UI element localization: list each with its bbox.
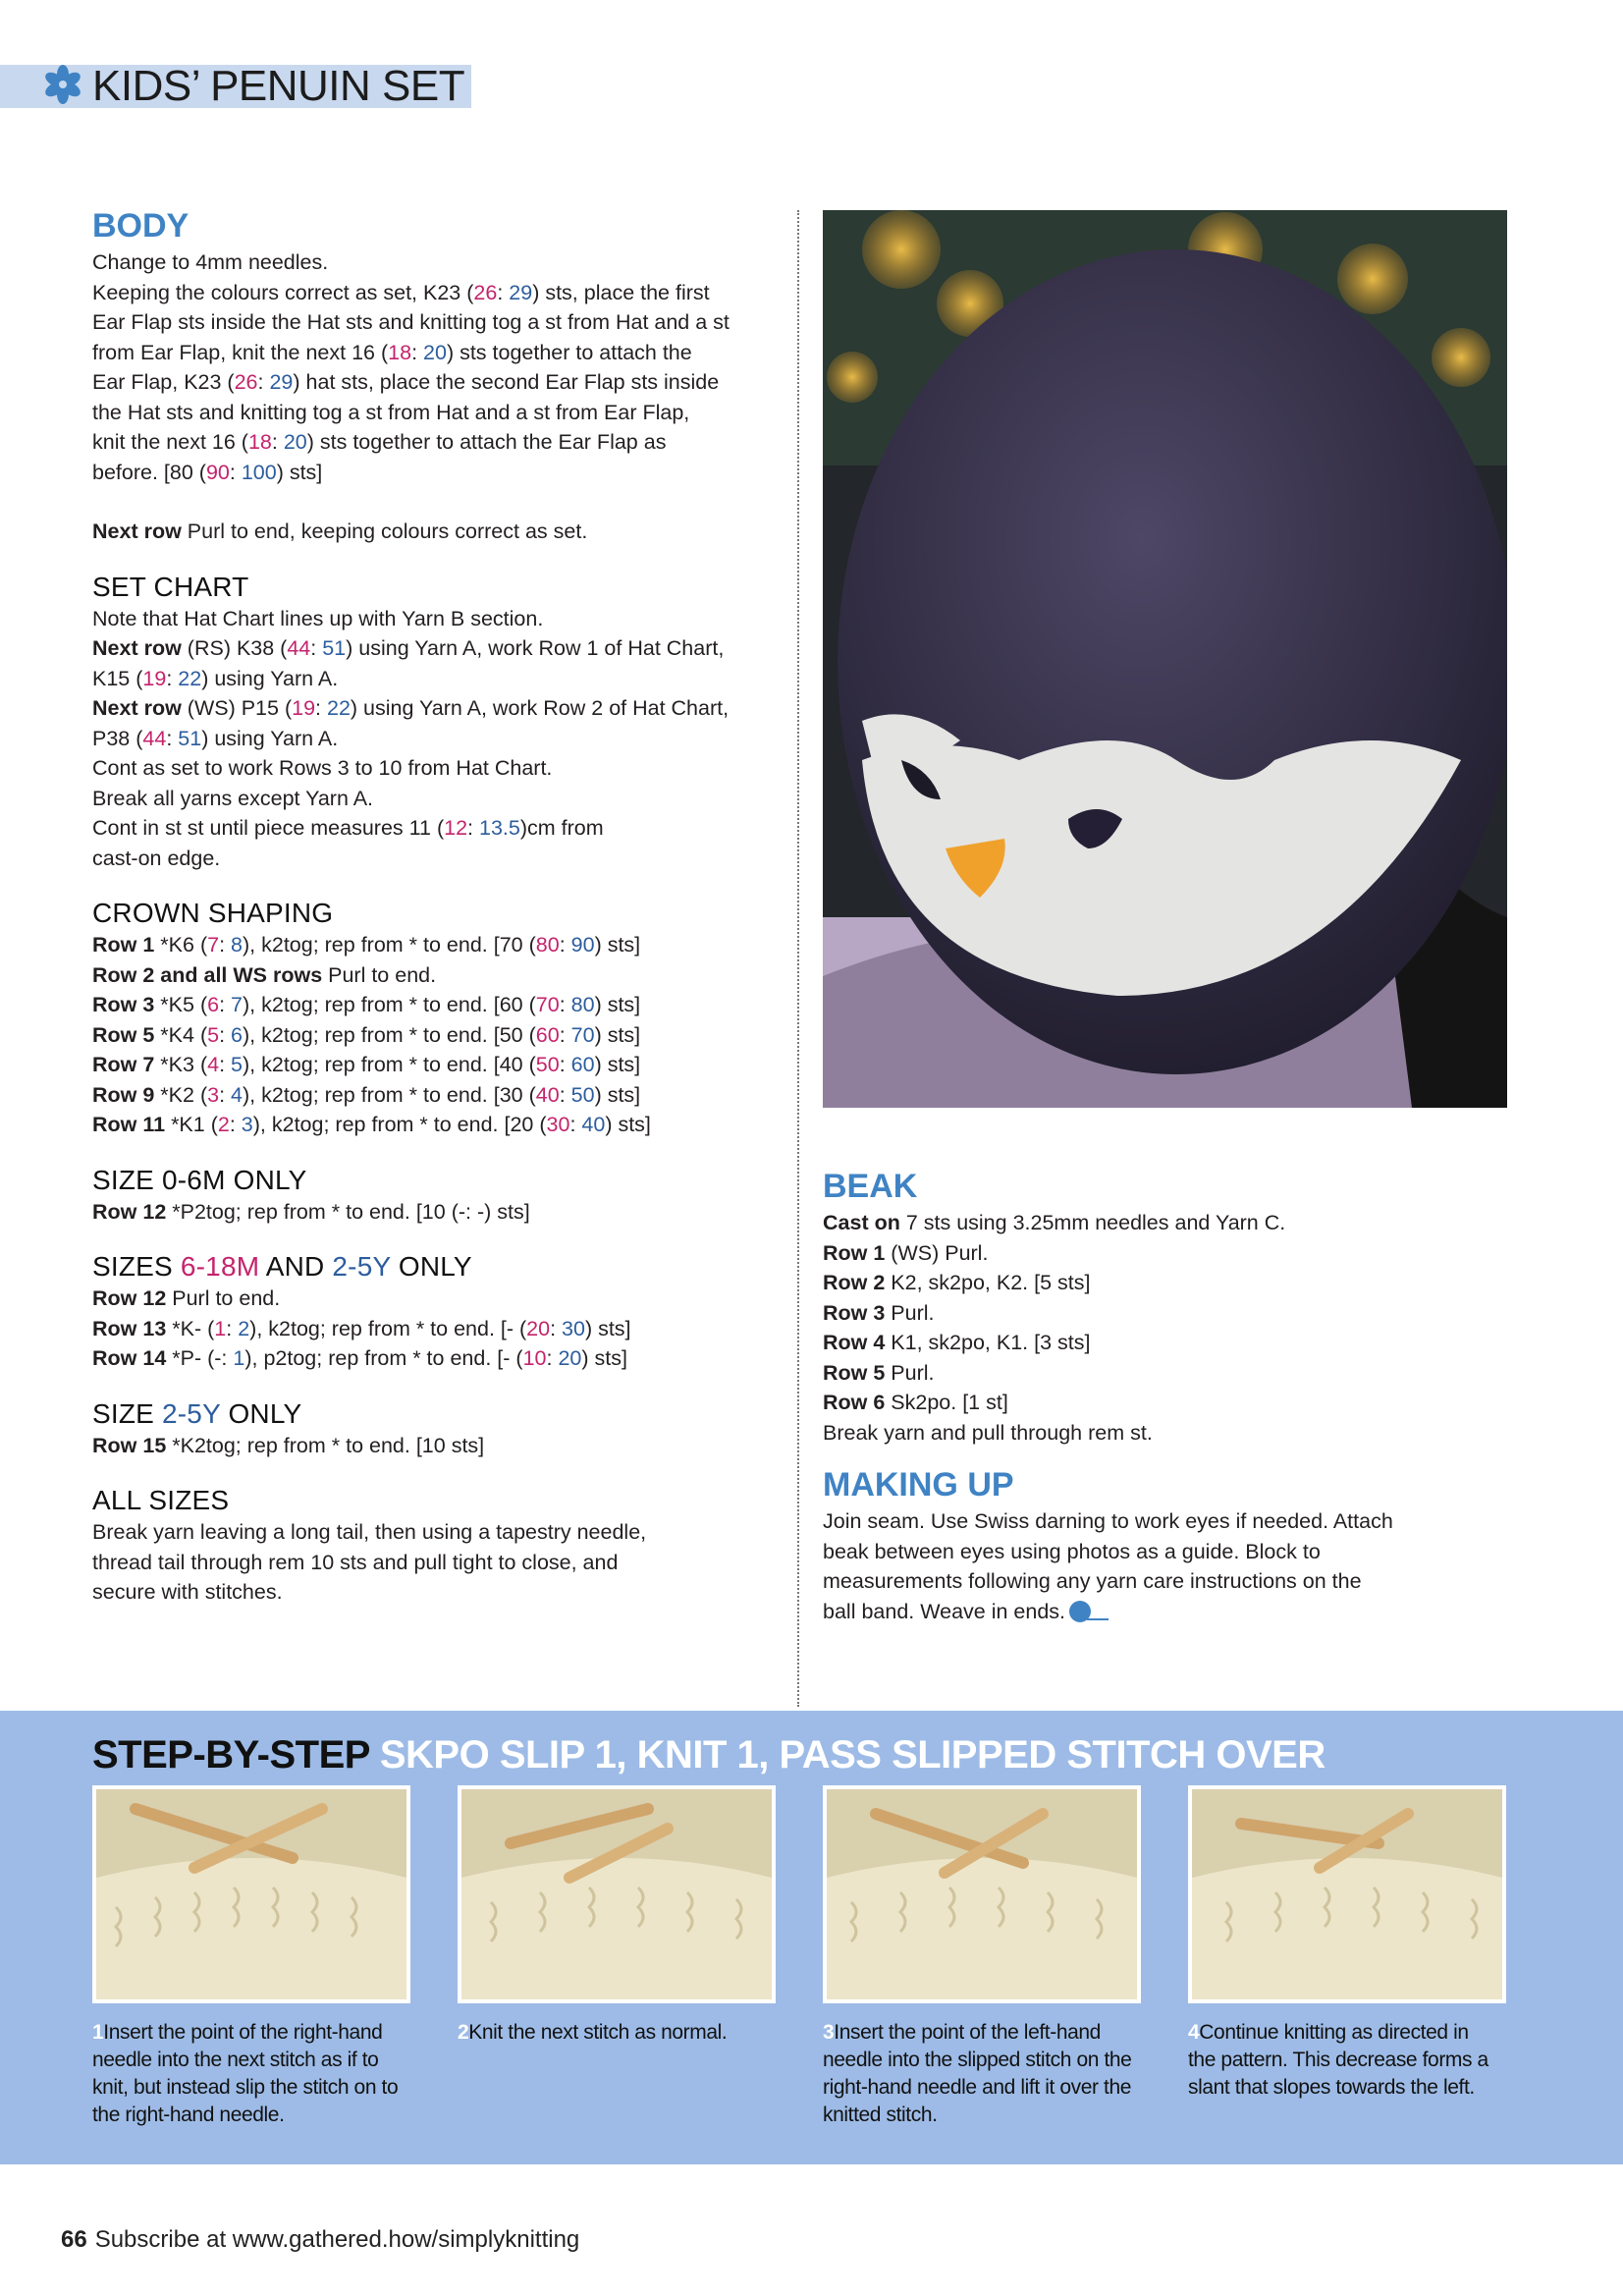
beak-line: Row 5 Purl. (823, 1360, 935, 1385)
body-line: Change to 4mm needles. (92, 250, 329, 274)
body-line: from Ear Flap, knit the next 16 (18: 20) sts together to attach the (92, 340, 692, 364)
size-0-6-row: Row 12 *P2tog; rep from * to end. [10 (-: -) sts] (92, 1199, 530, 1224)
beak-line: Row 6 Sk2po. [1 st] (823, 1391, 1008, 1414)
right-column (823, 1167, 1510, 1626)
making-up-line: beak between eyes using photos as a guide. Block to (823, 1539, 1321, 1563)
set-chart-line: cast-on edge. (92, 846, 221, 870)
size-2-5-row: Row 15 *K2tog; rep from * to end. [10 sts] (92, 1433, 485, 1457)
step-3-caption: 3Insert the point of the left-hand needle into the slipped stitch on the right-hand needle and lift it over the knitted stitch. (823, 2021, 1132, 2126)
beak-line: Row 2 K2, sk2po, K2. [5 sts] (823, 1271, 1091, 1294)
set-chart-line: Next row (RS) K38 (44: 51) using Yarn A, work Row 1 of Hat Chart, (92, 636, 725, 660)
step-4-caption: 4Continue knitting as directed in the pattern. This decrease forms a slant that slopes towards the left. (1188, 2021, 1488, 2099)
step-by-step-title: STEP-BY-STEP SKPO SLIP 1, KNIT 1, PASS SLIPPED STITCH OVER (92, 1733, 1325, 1777)
set-chart-line: Cont in st st until piece measures 11 (12: 13.5)cm from (92, 816, 604, 840)
step-2-photo (458, 1785, 776, 2003)
body-heading: BODY (92, 207, 189, 245)
set-chart-line: Break all yarns except Yarn A. (92, 786, 374, 810)
step-1-photo (92, 1785, 410, 2003)
set-chart-line: P38 (44: 51) using Yarn A. (92, 726, 339, 750)
step-3-photo (823, 1785, 1141, 2003)
making-up-line: Join seam. Use Swiss darning to work eyes if needed. Attach (823, 1509, 1393, 1533)
all-sizes-line: thread tail through rem 10 sts and pull tight to close, and (92, 1550, 619, 1574)
step-2-caption: 2Knit the next stitch as normal. (458, 2021, 728, 2044)
crown-row: Row 3 *K5 (6: 7), k2tog; rep from * to end. [60 (70: 80) sts] (92, 993, 641, 1016)
crown-row: Row 1 *K6 (7: 8), k2tog; rep from * to end. [70 (80: 90) sts] (92, 933, 641, 957)
all-sizes-line: Break yarn leaving a long tail, then using a tapestry needle, (92, 1520, 647, 1544)
beak-line: Row 3 Purl. (823, 1300, 935, 1325)
crown-row: Row 5 *K4 (5: 6), k2tog; rep from * to end. [50 (60: 70) sts] (92, 1022, 641, 1047)
beak-heading: BEAK (823, 1168, 918, 1205)
body-line: Keeping the colours correct as set, K23 (26: 29) sts, place the first (92, 280, 710, 304)
body-line: before. [80 (90: 100) sts] (92, 460, 323, 484)
page-title: KIDS’ PENUIN SET (92, 62, 465, 110)
body-line: knit the next 16 (18: 20) sts together to attach the Ear Flap as (92, 430, 667, 454)
next-row-line: Next row Purl to end, keeping colours correct as set. (92, 519, 588, 543)
step-1-caption: 1Insert the point of the right-hand needle into the next stitch as if to knit, but instead slip the stitch on to the right-hand needle. (92, 2021, 399, 2126)
making-up-line: measurements following any yarn care instructions on the (823, 1569, 1362, 1593)
crown-heading: CROWN SHAPING (92, 898, 334, 928)
left-column (92, 206, 789, 1608)
sizes-6-18-row: Row 12 Purl to end. (92, 1286, 281, 1310)
set-chart-heading: SET CHART (92, 571, 249, 602)
crown-row: Row 9 *K2 (3: 4), k2tog; rep from * to end. [30 (40: 50) sts] (92, 1082, 641, 1107)
set-chart-line: K15 (19: 22) using Yarn A. (92, 666, 339, 690)
size-2-5-heading: SIZE 2-5Y ONLY (92, 1397, 302, 1429)
crown-row: Row 2 and all WS rows Purl to end. (92, 962, 437, 987)
flower-icon (41, 63, 84, 106)
crown-row: Row 7 *K3 (4: 5), k2tog; rep from * to end. [40 (50: 60) sts] (92, 1053, 641, 1076)
beak-line: Row 1 (WS) Purl. (823, 1240, 989, 1265)
crown-row: Row 11 *K1 (2: 3), k2tog; rep from * to end. [20 (30: 40) sts] (92, 1113, 651, 1136)
page-number: 66 (61, 2226, 87, 2253)
beak-line: Break yarn and pull through rem st. (823, 1420, 1153, 1445)
all-sizes-heading: ALL SIZES (92, 1485, 230, 1515)
all-sizes-line: secure with stitches. (92, 1580, 283, 1604)
column-divider (797, 210, 799, 1707)
set-chart-line: Note that Hat Chart lines up with Yarn B section. (92, 606, 544, 630)
sizes-6-18-row: Row 13 *K- (1: 2), k2tog; rep from * to end. [- (20: 30) sts] (92, 1316, 631, 1340)
subscribe-link[interactable]: Subscribe at www.gathered.how/simplyknitting (94, 2226, 580, 2253)
set-chart-line: Next row (WS) P15 (19: 22) using Yarn A, work Row 2 of Hat Chart, (92, 696, 730, 720)
set-chart-line: Cont as set to work Rows 3 to 10 from Hat Chart. (92, 756, 553, 780)
yarn-ball-icon (1069, 1601, 1091, 1622)
step-4-photo (1188, 1785, 1506, 2003)
body-line: Ear Flap sts inside the Hat sts and knitting tog a st from Hat and a st (92, 310, 730, 334)
making-up-heading: MAKING UP (823, 1466, 1014, 1503)
penguin-hat-photo (823, 210, 1507, 1108)
body-line: the Hat sts and knitting tog a st from Hat and a st from Ear Flap, (92, 400, 690, 424)
making-up-line: ball band. Weave in ends. (823, 1597, 1510, 1627)
beak-line: Cast on 7 sts using 3.25mm needles and Yarn C. (823, 1211, 1286, 1234)
sizes-6-18-row: Row 14 *P- (-: 1), p2tog; rep from * to end. [- (10: 20) sts] (92, 1346, 627, 1370)
beak-line: Row 4 K1, sk2po, K1. [3 sts] (823, 1331, 1091, 1354)
sizes-6-18-heading: SIZES 6-18M AND 2-5Y ONLY (92, 1251, 472, 1282)
size-0-6-heading: SIZE 0-6M ONLY (92, 1164, 307, 1195)
body-line: Ear Flap, K23 (26: 29) hat sts, place the second Ear Flap sts inside (92, 370, 720, 394)
page-footer (61, 2225, 579, 2255)
